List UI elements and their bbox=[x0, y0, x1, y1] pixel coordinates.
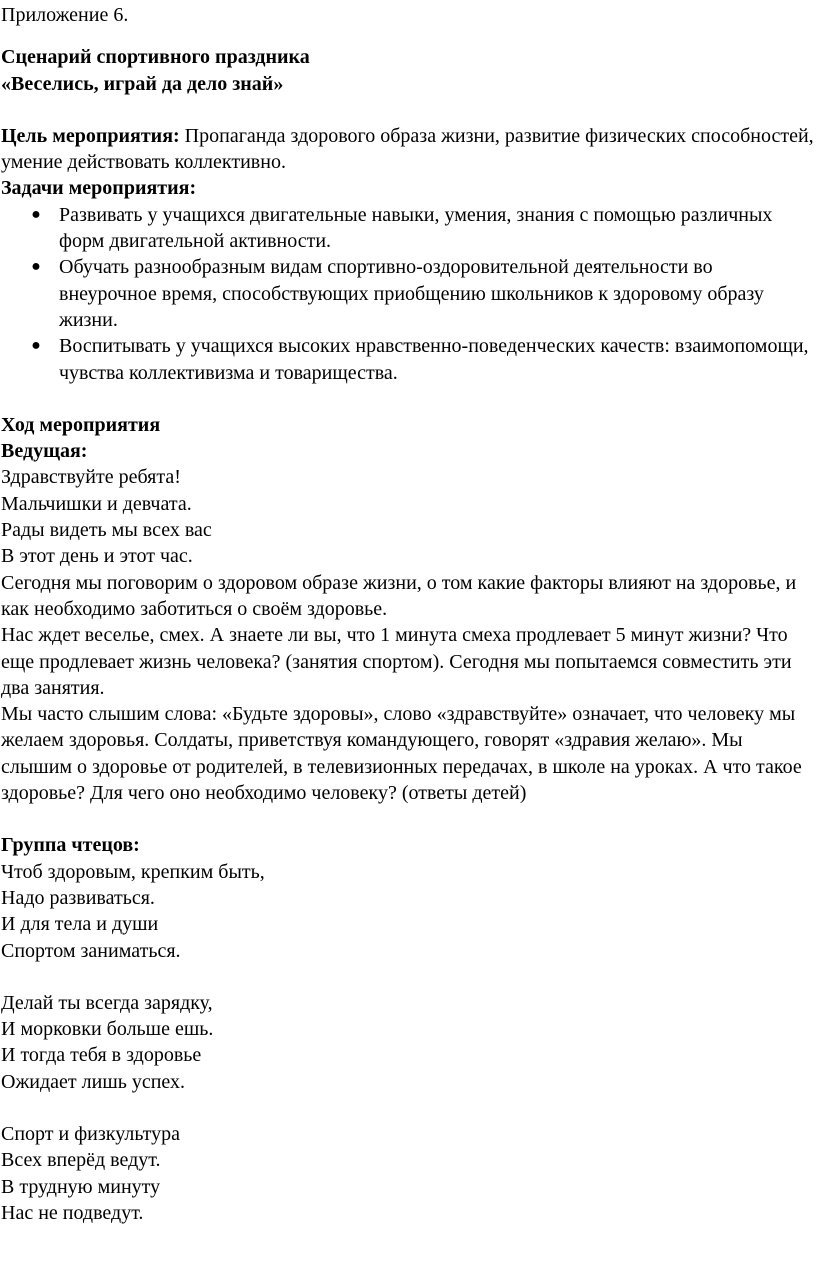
host-line: Рады видеть мы всех вас bbox=[1, 519, 212, 542]
goal-paragraph bbox=[1, 123, 815, 176]
title-line-1: Сценарий спортивного праздника bbox=[1, 46, 310, 69]
poem-line: Чтоб здоровым, крепким быть, bbox=[1, 860, 265, 883]
poem-line: И морковки больше ешь. bbox=[1, 1018, 214, 1041]
list-item bbox=[1, 254, 815, 333]
tasks-label: Задачи мероприятия: bbox=[1, 177, 197, 200]
readers-label: Группа чтецов: bbox=[1, 834, 140, 857]
poem-line: Нас не подведут. bbox=[1, 1201, 144, 1224]
tasks-list bbox=[1, 202, 815, 386]
poem-line: Делай ты всегда зарядку, bbox=[1, 991, 213, 1014]
poem-line: Ожидает лишь успех. bbox=[1, 1070, 186, 1093]
poem-line: И для тела и души bbox=[1, 913, 159, 936]
list-item bbox=[1, 333, 815, 386]
poem-line: Надо развиваться. bbox=[1, 886, 155, 909]
host-paragraph: Мы часто слышим слова: «Будьте здоровы», слово «здравствуйте» означает, что человеку мы желаем здоровья. Солдаты, приветствуя командующего, говорят «здравия желаю». Мы слышим о здоровье от родителей, в телевизионных передачах, в школе на уроках. А что такое здоровье? Для чего оно необходимо человеку? (ответы детей) bbox=[1, 703, 802, 805]
host-paragraph: Сегодня мы поговорим о здоровом образе жизни, о том какие факторы влияют на здоровье, и как необходимо заботиться о своём здоровье. bbox=[1, 571, 797, 620]
bullet-dot-icon: ● bbox=[31, 205, 41, 223]
appendix-label: Приложение 6. bbox=[1, 4, 129, 26]
title-line-2: «Веселись, играй да дело знай» bbox=[1, 72, 284, 95]
host-line: В этот день и этот час. bbox=[1, 545, 193, 568]
poem-line: В трудную минуту bbox=[1, 1175, 161, 1198]
task-text: Воспитывать у учащихся высоких нравственно-поведенческих качеств: взаимопомощи, чувства коллективизма и товарищества. bbox=[59, 335, 809, 384]
bullet-dot-icon: ● bbox=[31, 337, 41, 355]
task-text: Обучать разнообразным видам спортивно-оздоровительной деятельности во внеурочное время, способствующих приобщению школьников к здоровому образу жизни. bbox=[59, 256, 764, 331]
goal-label: Цель мероприятия: bbox=[1, 124, 180, 147]
poem-line: Всех вперёд ведут. bbox=[1, 1149, 161, 1172]
goal-text: Пропаганда здорового образа жизни, развитие физических способностей, умение действовать коллективно. bbox=[1, 124, 814, 174]
poem-line: Спорт и физкультура bbox=[1, 1122, 181, 1145]
list-item bbox=[1, 202, 815, 255]
poem-line: И тогда тебя в здоровье bbox=[1, 1044, 202, 1067]
task-text: Развивать у учащихся двигательные навыки, умения, знания с помощью различных форм двигательной активности. bbox=[59, 203, 773, 253]
host-line: Здравствуйте ребята! bbox=[1, 466, 181, 489]
host-paragraph: Нас ждет веселье, смех. А знаете ли вы, что 1 минута смеха продлевает 5 минут жизни? Что еще продлевает жизнь человека? (занятия спортом). Сегодня мы попытаемся совместить эти два занятия. bbox=[1, 624, 792, 699]
bullet-dot-icon: ● bbox=[31, 258, 41, 276]
progress-heading: Ход мероприятия bbox=[1, 413, 161, 436]
host-label: Ведущая: bbox=[1, 440, 88, 463]
host-line: Мальчишки и девчата. bbox=[1, 492, 192, 515]
poem-line: Спортом заниматься. bbox=[1, 939, 181, 962]
